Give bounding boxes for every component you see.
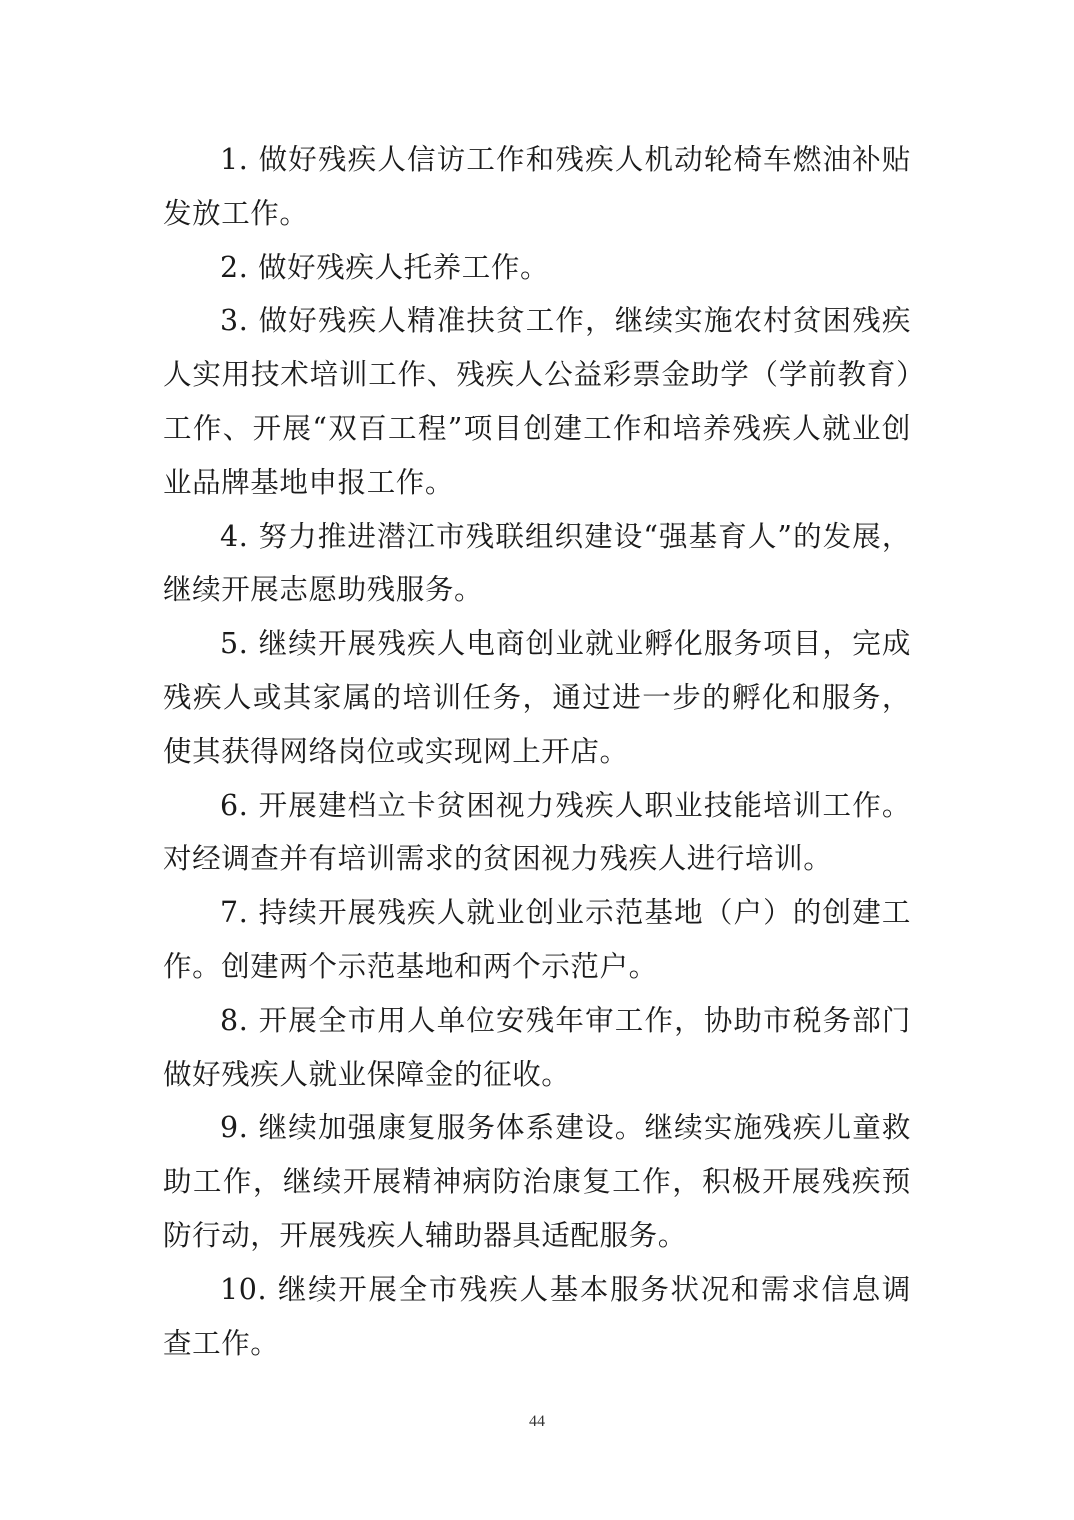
page-number: 44 [529,1413,545,1430]
paragraph-item-1: 1. 做好残疾人信访工作和残疾人机动轮椅车燃油补贴发放工作。 [163,143,911,230]
paragraph-item-2: 2. 做好残疾人托养工作。 [220,250,550,284]
document-body [163,133,911,1370]
paragraph-item-10: 10. 继续开展全市残疾人基本服务状况和需求信息调查工作。 [163,1272,911,1360]
paragraph-item-7: 7. 持续开展残疾人就业创业示范基地（户）的创建工作。创建两个示范基地和两个示范户。 [163,896,911,983]
paragraph-item-4: 4. 努力推进潜江市残联组织建设“强基育人”的发展，继续开展志愿助残服务。 [163,519,911,607]
paragraph-item-6: 6. 开展建档立卡贫困视力残疾人职业技能培训工作。对经调查并有培训需求的贫困视力残疾人进行培训。 [163,788,911,876]
paragraph-item-9: 9. 继续加强康复服务体系建设。继续实施残疾儿童救助工作，继续开展精神病防治康复工作，积极开展残疾预防行动，开展残疾人辅助器具适配服务。 [163,1111,911,1252]
paragraph-item-5: 5. 继续开展残疾人电商创业就业孵化服务项目，完成残疾人或其家属的培训任务，通过进一步的孵化和服务，使其获得网络岗位或实现网上开店。 [163,627,911,768]
paragraph-item-3: 3. 做好残疾人精准扶贫工作，继续实施农村贫困残疾人实用技术培训工作、残疾人公益彩票金助学（学前教育）工作、开展“双百工程”项目创建工作和培养残疾人就业创业品牌基地申报工作。 [163,304,911,499]
paragraph-item-8: 8. 开展全市用人单位安残年审工作，协助市税务部门做好残疾人就业保障金的征收。 [163,1003,911,1091]
